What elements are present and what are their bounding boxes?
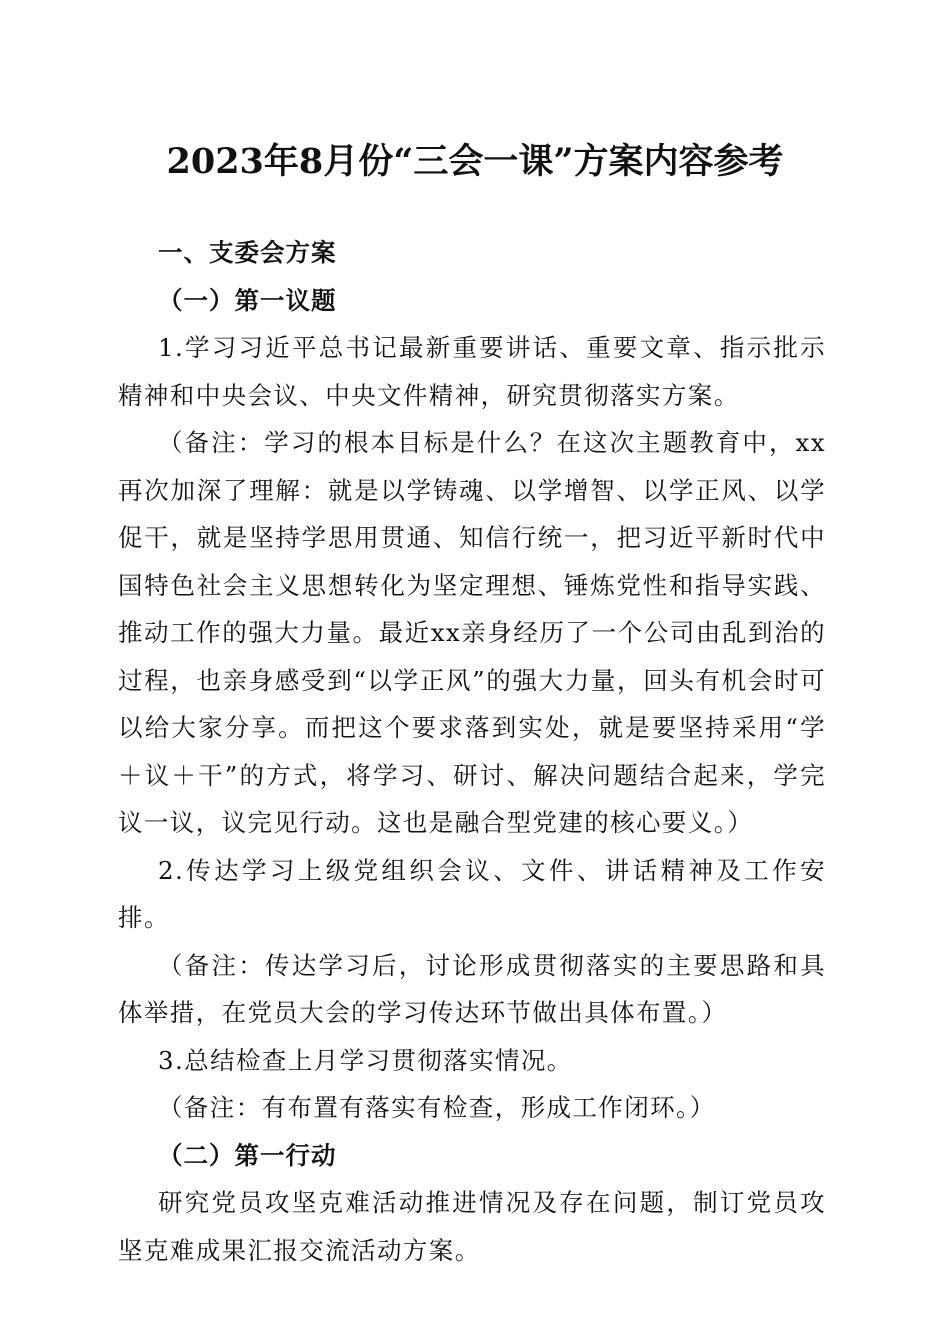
action-paragraph: 研究党员攻坚克难活动推进情况及存在问题，制订党员攻坚克难成果汇报交流活动方案。 — [118, 1188, 826, 1265]
section-heading-branch-committee: 一、支委会方案 — [158, 238, 337, 267]
item-3-paragraph: 3.总结检查上月学习贯彻落实情况。 — [158, 1045, 573, 1075]
item-1-paragraph: 1.学习习近平总书记最新重要讲话、重要文章、指示批示精神和中央会议、中央文件精神，研究贯彻落实方案。 — [118, 333, 826, 410]
subsection-heading-first-action: （二）第一行动 — [158, 1140, 337, 1170]
subsection-heading-first-topic: （一）第一议题 — [158, 285, 337, 315]
item-2-note-paragraph: （备注：传达学习后，讨论形成贯彻落实的主要思路和具体举措，在党员大会的学习传达环节做出具体布置。） — [118, 950, 826, 1027]
item-1-note-paragraph: （备注：学习的根本目标是什么？在这次主题教育中，xx再次加深了理解：就是以学铸魂、以学增智、以学正风、以学促干，就是坚持学思用贯通、知信行统一，把习近平新时代中国特色社会主义思想转化为坚定理想、锤炼党性和指导实践、推动工作的强大力量。最近xx亲身经历了一个公司由乱到治的过程，也亲身感受到“以学正风”的强大力量，回头有机会时可以给大家分享。而把这个要求落到实处，就是要坚持采用“学＋议＋干”的方式，将学习、研讨、解决问题结合起来，学完议一议，议完见行动。这也是融合型党建的核心要义。） — [118, 428, 826, 837]
item-2-paragraph: 2.传达学习上级党组织会议、文件、讲话精神及工作安排。 — [118, 855, 826, 932]
item-3-note-paragraph: （备注：有布置有落实有检查，形成工作闭环。） — [158, 1093, 716, 1122]
document-body — [118, 229, 826, 1274]
document-title: 2023年8月份“三会一课”方案内容参考 — [166, 141, 784, 182]
